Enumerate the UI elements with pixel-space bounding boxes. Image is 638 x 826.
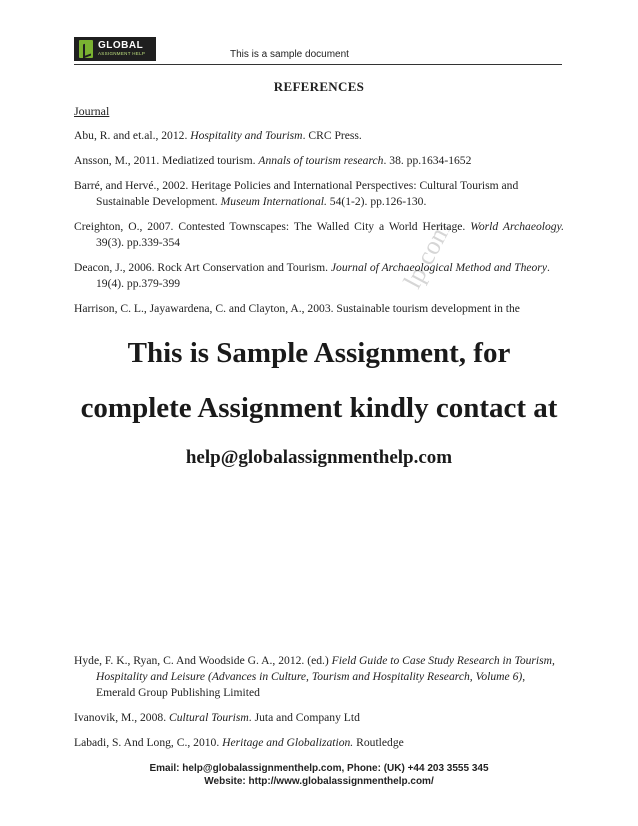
- footer-website: Website: http://www.globalassignmenthelp.com/: [204, 776, 434, 787]
- reference-list-top: [74, 128, 564, 326]
- sample-notice-line2: complete Assignment kindly contact at: [80, 392, 558, 424]
- reference-item: Barré, and Hervé., 2002. Heritage Policies and International Perspectives: Cultural Tourism and Sustainable Development. Museum International. 54(1-2). pp.126-130.: [74, 179, 519, 208]
- reference-item: Creighton, O., 2007. Contested Townscapes: The Walled City a World Heritage. World Archaeology. 39(3). pp.339-354: [74, 220, 564, 249]
- reference-item: Deacon, J., 2006. Rock Art Conservation and Tourism. Journal of Archaeological Method and Theory. 19(4). pp.379-399: [74, 261, 550, 290]
- sample-notice-line1: This is Sample Assignment, for: [127, 337, 511, 369]
- reference-item: Abu, R. and et.al., 2012. Hospitality and Tourism. CRC Press.: [74, 129, 362, 142]
- watermark: lp.com: [397, 216, 457, 294]
- reference-item: Ansson, M., 2011. Mediatized tourism. Annals of tourism research. 38. pp.1634-1652: [74, 154, 472, 167]
- reference-item: Ivanovik, M., 2008. Cultural Tourism. Juta and Company Ltd: [74, 711, 360, 724]
- company-logo: [74, 37, 156, 61]
- reference-list-bottom: [74, 653, 564, 760]
- page-title: REFERENCES: [273, 79, 365, 94]
- reference-item: Hyde, F. K., Ryan, C. And Woodside G. A., 2012. (ed.) Field Guide to Case Study Research in Tourism, Hospitality and Leisure (Advances in Culture, Tourism and Hospitality Research, Volume 6), Emerald Group Publishing Limited: [74, 654, 555, 699]
- reference-item: Labadi, S. And Long, C., 2010. Heritage and Globalization. Routledge: [74, 736, 404, 749]
- leaf-logo-icon: [79, 40, 93, 58]
- header-text: This is a sample document: [230, 49, 349, 60]
- reference-item: Harrison, C. L., Jayawardena, C. and Clayton, A., 2003. Sustainable tourism development in the: [74, 302, 520, 315]
- logo-name: GLOBAL: [98, 40, 144, 52]
- contact-email: help@globalassignmenthelp.com: [185, 447, 453, 468]
- section-heading: Journal: [74, 104, 110, 118]
- header-divider: [74, 64, 562, 65]
- footer-contact: Email: help@globalassignmenthelp.com, Phone: (UK) +44 203 3555 345: [149, 763, 489, 774]
- logo-subtitle: ASSIGNMENT HELP: [98, 51, 146, 57]
- page-footer: [0, 762, 638, 788]
